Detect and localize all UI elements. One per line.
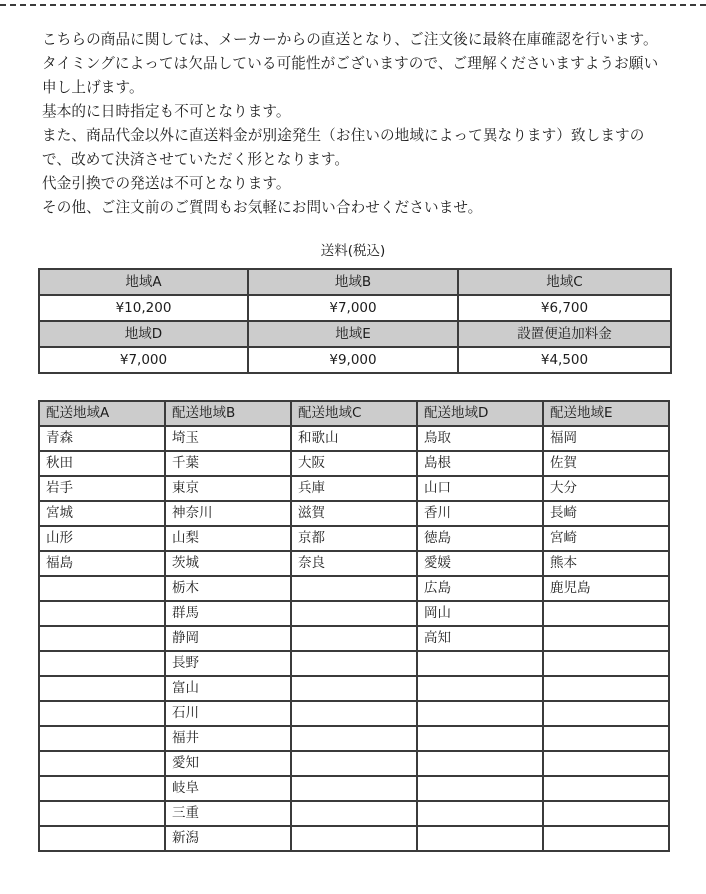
prefecture-cell: 香川 xyxy=(417,501,543,526)
table-row xyxy=(39,476,669,501)
prefecture-cell-empty xyxy=(417,826,543,851)
pref-column-header: 配送地域A xyxy=(39,401,165,426)
table-row xyxy=(39,451,669,476)
prefecture-cell-empty xyxy=(417,776,543,801)
prefecture-cell-empty xyxy=(417,676,543,701)
notice-line: タイミングによっては欠品している可能性がございますので、ご理解くださいますようお願い申し上げます。 xyxy=(42,55,659,96)
table-row xyxy=(39,626,669,651)
prefecture-cell-empty xyxy=(543,826,669,851)
prefecture-cell: 石川 xyxy=(165,701,291,726)
prefecture-cell-empty xyxy=(291,826,417,851)
table-row xyxy=(39,501,669,526)
prefecture-cell: 宮城 xyxy=(39,501,165,526)
fee-amount: ¥7,000 xyxy=(248,295,458,321)
prefecture-cell-empty xyxy=(291,601,417,626)
prefecture-cell: 鳥取 xyxy=(417,426,543,451)
notice-line: 基本的に日時指定も不可となります。 xyxy=(42,103,291,120)
prefecture-cell-empty xyxy=(417,751,543,776)
prefecture-cell-empty xyxy=(39,676,165,701)
prefecture-cell: 群馬 xyxy=(165,601,291,626)
prefecture-cell: 静岡 xyxy=(165,626,291,651)
prefecture-cell: 岩手 xyxy=(39,476,165,501)
prefecture-cell: 大阪 xyxy=(291,451,417,476)
prefecture-cell-empty xyxy=(39,826,165,851)
fee-area-header: 地域B xyxy=(248,269,458,295)
table-row xyxy=(39,701,669,726)
notice-line: その他、ご注文前のご質問もお気軽にお問い合わせくださいませ。 xyxy=(42,199,483,216)
prefecture-cell: 山梨 xyxy=(165,526,291,551)
prefecture-cell-empty xyxy=(291,651,417,676)
prefecture-cell: 神奈川 xyxy=(165,501,291,526)
prefecture-cell: 奈良 xyxy=(291,551,417,576)
prefecture-cell: 千葉 xyxy=(165,451,291,476)
prefecture-cell-empty xyxy=(543,651,669,676)
prefecture-cell: 埼玉 xyxy=(165,426,291,451)
prefecture-cell-empty xyxy=(39,601,165,626)
prefecture-cell-empty xyxy=(39,801,165,826)
fee-amount: ¥7,000 xyxy=(39,347,248,373)
prefecture-cell-empty xyxy=(417,651,543,676)
prefecture-cell-empty xyxy=(543,601,669,626)
prefecture-cell-empty xyxy=(39,751,165,776)
prefecture-cell: 宮崎 xyxy=(543,526,669,551)
prefecture-cell: 和歌山 xyxy=(291,426,417,451)
prefecture-cell-empty xyxy=(543,801,669,826)
notice-line: こちらの商品に関しては、メーカーからの直送となり、ご注文後に最終在庫確認を行います。 xyxy=(42,31,658,48)
fee-amount: ¥6,700 xyxy=(458,295,671,321)
shipping-notice xyxy=(42,28,666,220)
table-row xyxy=(39,269,671,295)
prefecture-cell: 熊本 xyxy=(543,551,669,576)
prefecture-cell: 福島 xyxy=(39,551,165,576)
table-row xyxy=(39,576,669,601)
prefecture-cell: 茨城 xyxy=(165,551,291,576)
prefecture-cell: 大分 xyxy=(543,476,669,501)
fee-area-header: 地域E xyxy=(248,321,458,347)
table-row xyxy=(39,726,669,751)
prefecture-cell: 滋賀 xyxy=(291,501,417,526)
prefecture-cell-empty xyxy=(291,801,417,826)
prefecture-cell: 高知 xyxy=(417,626,543,651)
prefecture-cell-empty xyxy=(291,701,417,726)
prefecture-cell: 愛媛 xyxy=(417,551,543,576)
fee-amount: ¥10,200 xyxy=(39,295,248,321)
prefecture-cell-empty xyxy=(543,776,669,801)
prefecture-cell-empty xyxy=(417,801,543,826)
prefecture-cell-empty xyxy=(291,626,417,651)
prefecture-cell: 青森 xyxy=(39,426,165,451)
prefecture-cell-empty xyxy=(39,576,165,601)
table-row xyxy=(39,651,669,676)
prefecture-cell-empty xyxy=(417,726,543,751)
prefecture-cell: 愛知 xyxy=(165,751,291,776)
fee-table-caption: 送料(税込) xyxy=(320,243,386,259)
prefecture-cell-empty xyxy=(39,626,165,651)
fee-area-header: 地域C xyxy=(458,269,671,295)
prefecture-cell: 秋田 xyxy=(39,451,165,476)
table-row xyxy=(39,526,669,551)
table-row xyxy=(39,551,669,576)
prefecture-cell: 広島 xyxy=(417,576,543,601)
pref-column-header: 配送地域C xyxy=(291,401,417,426)
prefecture-cell-empty xyxy=(417,701,543,726)
prefecture-cell-empty xyxy=(39,776,165,801)
table-row xyxy=(39,601,669,626)
prefecture-cell-empty xyxy=(543,751,669,776)
table-row xyxy=(39,801,669,826)
prefecture-cell: 山形 xyxy=(39,526,165,551)
table-row xyxy=(39,347,671,373)
prefecture-cell: 福岡 xyxy=(543,426,669,451)
prefecture-cell-empty xyxy=(543,676,669,701)
prefecture-cell: 徳島 xyxy=(417,526,543,551)
prefecture-cell-empty xyxy=(291,751,417,776)
prefecture-cell-empty xyxy=(39,701,165,726)
prefecture-cell-empty xyxy=(39,726,165,751)
notice-line: また、商品代金以外に直送料金が別途発生（お住いの地域によって異なります）致しますので、改めて決済させていただく形となります。 xyxy=(42,127,645,168)
prefecture-cell-empty xyxy=(543,726,669,751)
prefecture-cell: 栃木 xyxy=(165,576,291,601)
table-row xyxy=(39,295,671,321)
prefecture-cell: 鹿児島 xyxy=(543,576,669,601)
prefecture-cell-empty xyxy=(291,776,417,801)
notice-line: 代金引換での発送は不可となります。 xyxy=(42,175,291,192)
fee-area-header: 地域D xyxy=(39,321,248,347)
fee-area-header: 設置便追加料金 xyxy=(458,321,671,347)
table-header-row xyxy=(39,401,669,426)
prefecture-cell-empty xyxy=(291,576,417,601)
prefecture-cell: 島根 xyxy=(417,451,543,476)
prefecture-cell: 佐賀 xyxy=(543,451,669,476)
prefecture-cell-empty xyxy=(543,701,669,726)
prefecture-cell: 東京 xyxy=(165,476,291,501)
top-dashed-divider xyxy=(0,4,706,6)
fee-amount: ¥4,500 xyxy=(458,347,671,373)
prefecture-cell-empty xyxy=(291,676,417,701)
prefecture-cell-empty xyxy=(543,626,669,651)
table-row xyxy=(39,776,669,801)
prefecture-cell: 福井 xyxy=(165,726,291,751)
table-row xyxy=(39,826,669,851)
prefecture-cell: 兵庫 xyxy=(291,476,417,501)
prefecture-cell: 長野 xyxy=(165,651,291,676)
prefecture-cell: 長崎 xyxy=(543,501,669,526)
prefecture-cell: 富山 xyxy=(165,676,291,701)
table-row xyxy=(39,426,669,451)
delivery-area-table xyxy=(38,400,670,852)
shipping-fee-table xyxy=(38,268,672,374)
table-row xyxy=(39,321,671,347)
pref-column-header: 配送地域B xyxy=(165,401,291,426)
prefecture-cell: 京都 xyxy=(291,526,417,551)
pref-column-header: 配送地域D xyxy=(417,401,543,426)
prefecture-cell-empty xyxy=(291,726,417,751)
table-row xyxy=(39,676,669,701)
table-row xyxy=(39,751,669,776)
prefecture-cell: 三重 xyxy=(165,801,291,826)
fee-amount: ¥9,000 xyxy=(248,347,458,373)
prefecture-cell: 新潟 xyxy=(165,826,291,851)
fee-area-header: 地域A xyxy=(39,269,248,295)
prefecture-cell: 岡山 xyxy=(417,601,543,626)
prefecture-cell-empty xyxy=(39,651,165,676)
pref-column-header: 配送地域E xyxy=(543,401,669,426)
prefecture-cell: 山口 xyxy=(417,476,543,501)
prefecture-cell: 岐阜 xyxy=(165,776,291,801)
